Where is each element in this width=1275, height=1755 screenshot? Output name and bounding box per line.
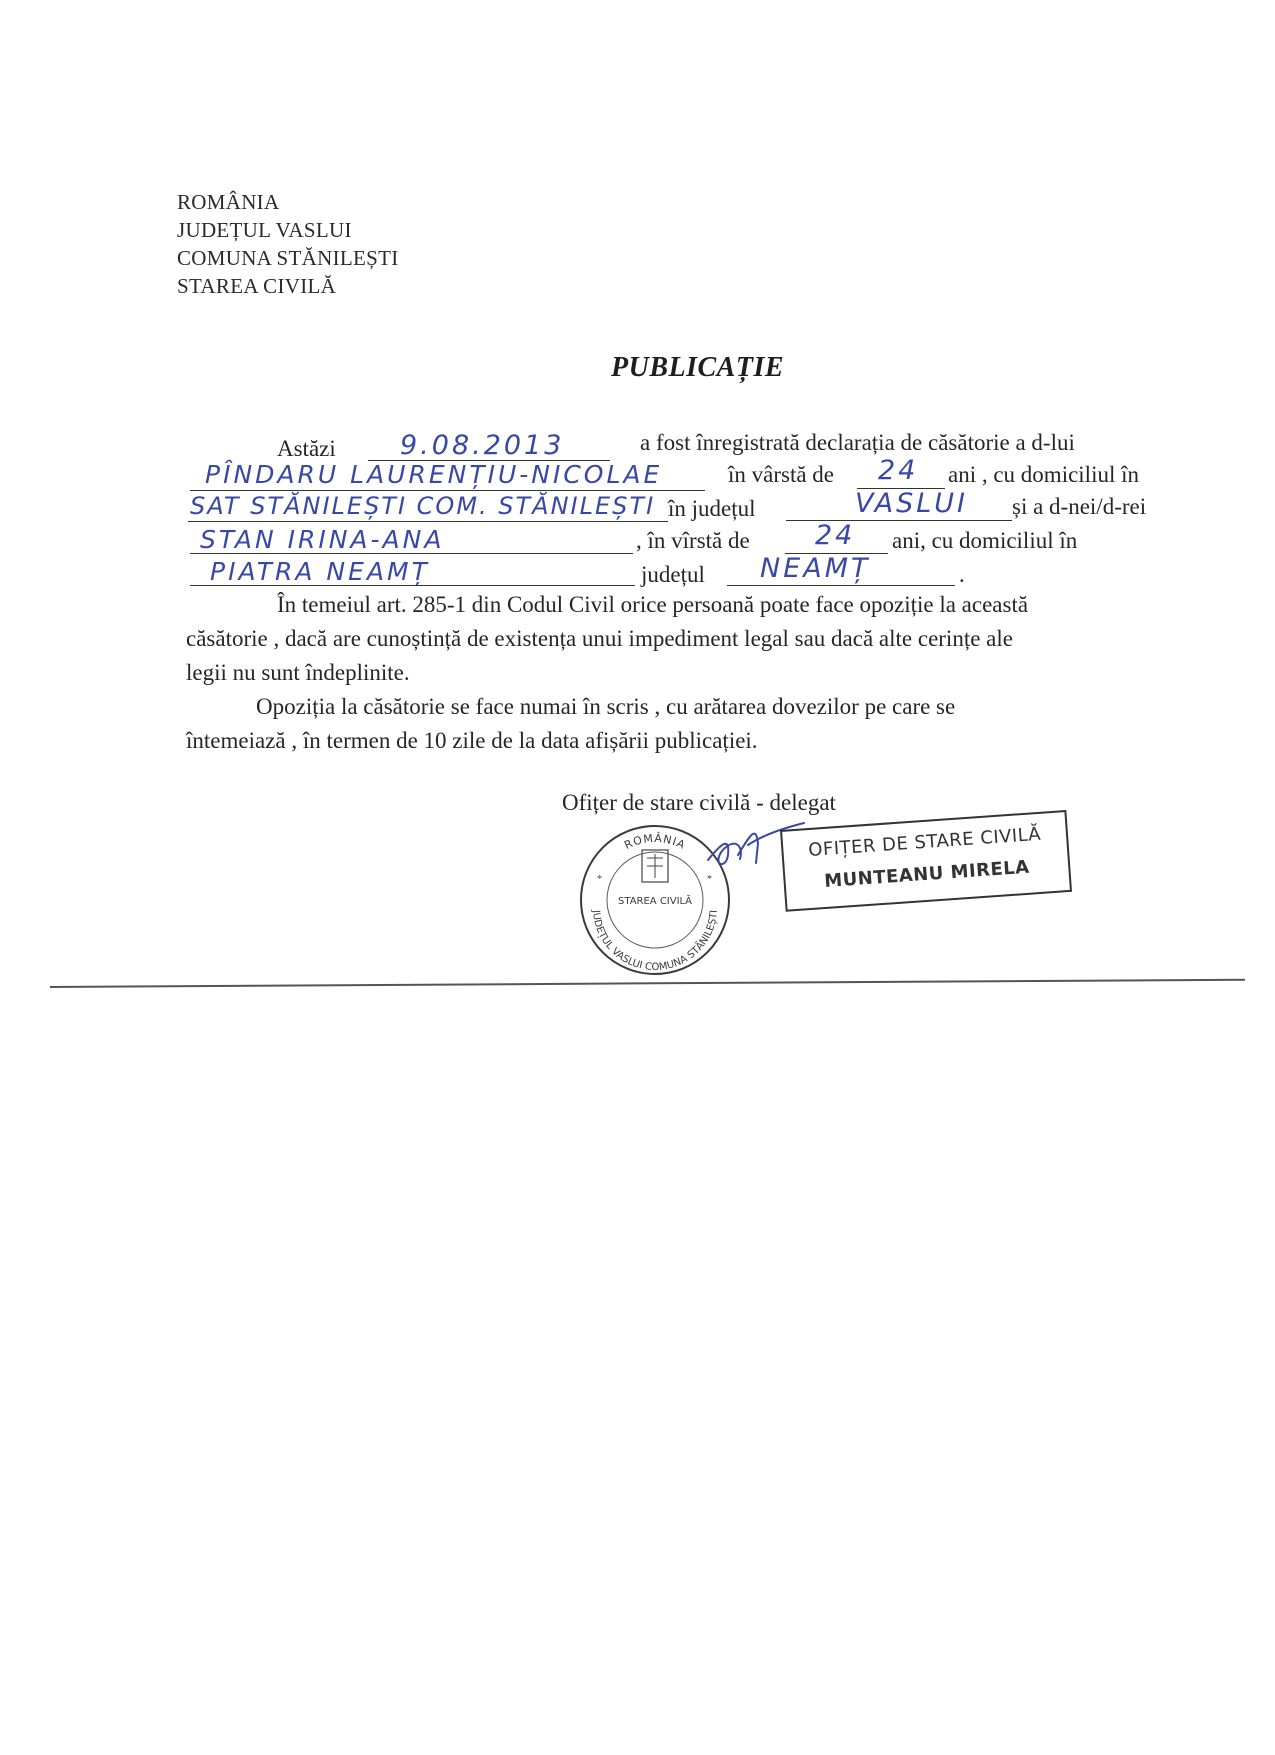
stamp-line-role: OFIȚER DE STARE CIVILĂ — [807, 823, 1042, 862]
header-country: ROMÂNIA — [177, 190, 280, 214]
document-title: PUBLICAȚIE — [611, 352, 785, 383]
bride-county-underline — [727, 585, 955, 586]
astazi-label: Astăzi — [277, 436, 336, 461]
page-divider — [50, 979, 1245, 988]
legal-basis-line-3: legii nu sunt îndeplinite. — [186, 660, 410, 685]
line-end-period: . — [959, 562, 965, 587]
seal-bottom-text: JUDEȚUL VASLUI COMUNA STĂNILEȘTI — [590, 909, 720, 974]
seal-top-text: ROMÂNIA — [622, 831, 688, 853]
opposition-line-1: Opoziția la căsătorie se face numai în scris , cu arătarea dovezilor pe care se — [256, 694, 956, 719]
groom-name-underline — [190, 490, 705, 491]
svg-text:ROMÂNIA — [622, 832, 687, 852]
bride-age-field: 24 — [815, 520, 856, 551]
domicile-label-2: ani, cu domiciliul în — [892, 528, 1078, 553]
officer-name-stamp — [780, 810, 1072, 912]
domicile-label-1: ani , cu domiciliul în — [948, 462, 1139, 487]
age-label-2: , în vîrstă de — [636, 528, 750, 553]
groom-address-underline — [188, 521, 668, 522]
header-county: JUDEȚUL VASLUI — [177, 218, 352, 242]
svg-text:*: * — [597, 874, 602, 885]
stamp-line-name: MUNTEANU MIRELA — [823, 856, 1031, 893]
judetul-label: județul — [641, 562, 705, 587]
header-commune: COMUNA STĂNILEȘTI — [177, 246, 399, 270]
groom-name-field: PÎNDARU LAURENȚIU-NICOLAE — [205, 460, 663, 489]
officer-role-label: Ofițer de stare civilă - delegat — [562, 790, 836, 815]
legal-basis-line-1: În temeiul art. 285-1 din Codul Civil orice persoană poate face opoziție la această — [277, 592, 1029, 617]
bride-address-underline — [190, 585, 635, 586]
seal-middle-text: STAREA CIVILĂ — [618, 896, 692, 907]
age-label-1: în vârstă de — [728, 462, 835, 487]
in-judetul-label: în județul — [668, 496, 756, 521]
opposition-line-2: întemeiază , în termen de 10 zile de la data afișării publicației. — [186, 728, 758, 753]
svg-text:*: * — [707, 874, 712, 885]
date-field: 9.08.2013 — [400, 430, 565, 461]
bride-county-field: NEAMȚ — [760, 553, 871, 584]
header-office: STAREA CIVILĂ — [177, 274, 337, 298]
groom-age-field: 24 — [878, 455, 919, 486]
groom-address-field: SAT STĂNILEȘTI COM. STĂNILEȘTI — [190, 492, 656, 520]
si-a-dnei-label: și a d-nei/d-rei — [1012, 494, 1147, 519]
bride-name-field: STAN IRINA-ANA — [200, 525, 445, 554]
groom-county-field: VASLUI — [855, 488, 969, 519]
bride-name-underline — [190, 553, 633, 554]
intro-text: a fost înregistrată declarația de căsătorie a d-lui — [640, 430, 1075, 455]
bride-address-field: PIATRA NEAMȚ — [210, 557, 430, 586]
legal-basis-line-2: căsătorie , dacă are cunoștință de existența unui impediment legal sau dacă alte cerințe ale — [186, 626, 1013, 651]
svg-text:JUDEȚUL VASLUI COMUNA STĂNILEȘ — [590, 909, 720, 973]
